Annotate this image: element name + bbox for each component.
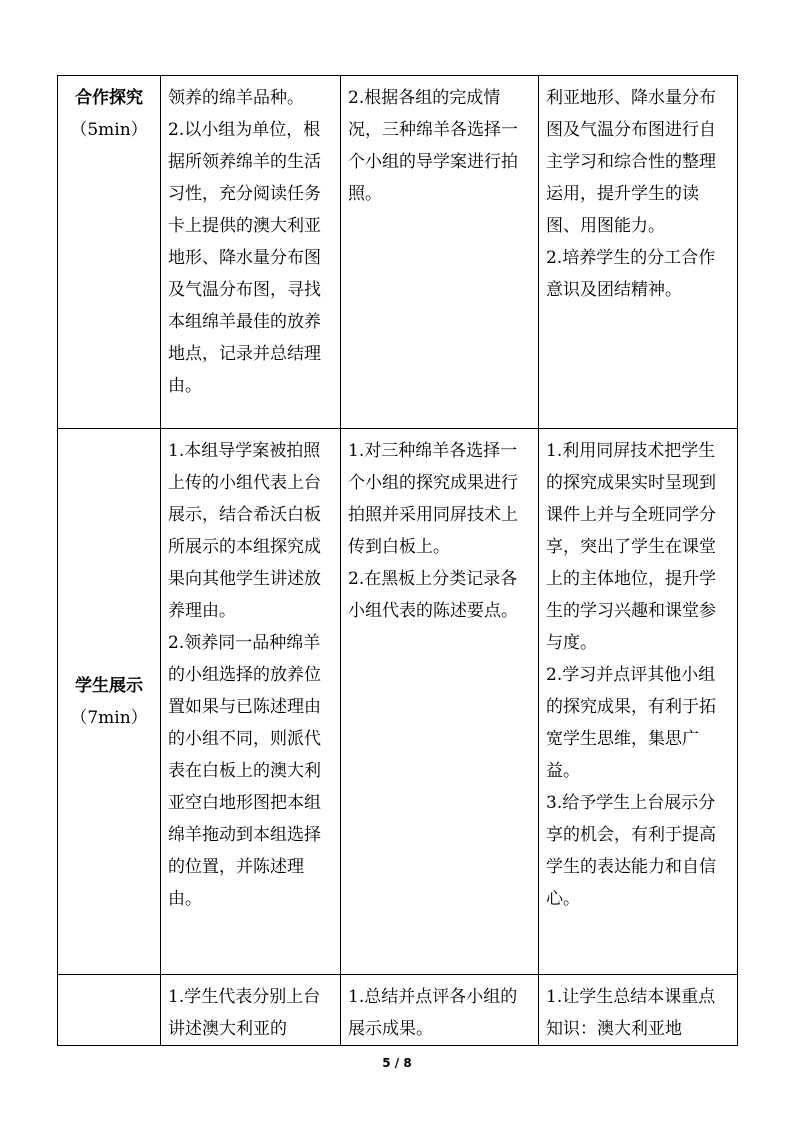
paragraph: 2.培养学生的分工合作意识及团结精神。 [546,248,716,300]
stage-name: 学生展示 [75,675,143,696]
paragraph: 1.利用同屏技术把学生的探究成果实时呈现到课件上并与全班同学分享，突出了学生在课堂上的主体地位，提升学生的学习兴趣和课堂参与度。 [546,441,716,653]
paragraph: 利亚地形、降水量分布图及气温分布图进行自主学习和综合性的整理运用，提升学生的读图、用图能力。 [546,88,716,236]
table-row-student-presentation [58,429,738,975]
lesson-plan-table [57,75,738,1046]
teacher-activity-cell [341,975,539,1046]
page-number: 5 / 8 [382,1056,412,1070]
teacher-activity-cell [341,429,539,975]
stage-duration: （7min） [70,707,148,728]
paragraph: 1.本组导学案被拍照上传的小组代表上台展示，结合希沃白板所展示的本组探究成果向其他学生讲述放养理由。 [168,441,321,621]
stage-duration: （5min） [70,120,148,140]
paragraph: 2.领养同一品种绵羊的小组选择的放养位置如果与已陈述理由的小组不同，则派代表在白板上的澳大利亚空白地形图把本组绵羊拖动到本组选择的位置，并陈述理由。 [168,633,321,909]
design-intent-cell [539,76,738,429]
student-activity-cell [161,429,341,975]
table-row-summary [58,975,738,1046]
paragraph: 2.在黑板上分类记录各小组代表的陈述要点。 [348,569,518,621]
design-intent-cell [539,975,738,1046]
paragraph: 1.对三种绵羊各选择一个小组的探究成果进行拍照并采用同屏技术上传到白板上。 [348,441,518,557]
student-activity-cell [161,76,341,429]
stage-cell [58,429,161,975]
paragraph: 2.根据各组的完成情况，三种绵羊各选择一个小组的导学案进行拍照。 [348,88,518,204]
student-activity-cell [161,975,341,1046]
teacher-activity-cell [341,76,539,429]
table-row-cooperative-inquiry [58,76,738,429]
stage-cell [58,76,161,429]
paragraph: 1.总结并点评各小组的展示成果。 [348,987,518,1039]
paragraph: 1.学生代表分别上台讲述澳大利亚的 [168,987,321,1039]
paragraph: 领养的绵羊品种。 [168,88,304,108]
paragraph: 2.学习并点评其他小组的探究成果，有利于拓宽学生思维，集思广益。 [546,665,716,781]
stage-cell [58,975,161,1046]
stage-name: 合作探究 [75,88,143,108]
paragraph: 2.以小组为单位，根据所领养绵羊的生活习性，充分阅读任务卡上提供的澳大利亚地形、降水量分布图及气温分布图，寻找本组绵羊最佳的放养地点，记录并总结理由。 [168,120,321,396]
paragraph: 1.让学生总结本课重点知识：澳大利亚地 [546,987,716,1039]
design-intent-cell [539,429,738,975]
paragraph: 3.给予学生上台展示分享的机会，有利于提高学生的表达能力和自信心。 [546,793,716,909]
